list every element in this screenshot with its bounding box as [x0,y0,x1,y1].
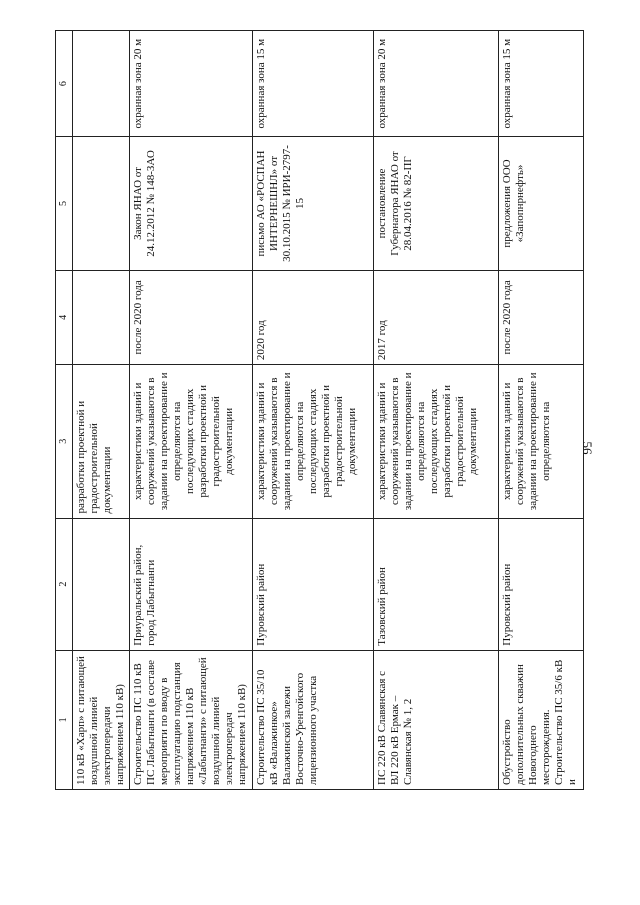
rotated-table-container [55,30,578,790]
cell-characteristics: характеристики зданий и сооружений указываются в задании на проектирование и определяются на последующих стадиях разработки проектной и градостроительной документации [130,365,253,518]
cell-basis-document: Закон ЯНАО от 24.12.2012 № 148-ЗАО [130,137,253,270]
cell-timeframe [73,270,130,364]
column-header: 1 [56,650,73,789]
document-table [55,30,584,790]
cell-timeframe: 2020 год [253,270,374,364]
column-header: 4 [56,270,73,364]
cell-object-name: 110 кВ «Харп» с питающей воздушной линией электропередачи напряжением 110 кВ) [73,650,130,789]
cell-timeframe: после 2020 года [130,270,253,364]
column-header: 3 [56,365,73,518]
cell-basis-document: постановление Губернатора ЯНАО от 28.04.2016 № 82-ПГ [374,137,499,270]
column-header: 2 [56,518,73,650]
cell-object-name: Строительство ПС 35/10 кВ «Валажинкое» Валажинской залежи Восточно-Уренгойского лицензионного участка [253,650,374,789]
cell-object-name: Строительство ПС 110 кВ ПС Лабытнанги (в составе мероприяти по вводу в эксплуатацию подстанция напряжением 110 кВ «Лабытнанги» с питающей воздушной линией электропередач напряжением 110 кВ) [130,650,253,789]
column-header: 5 [56,137,73,270]
column-header: 6 [56,31,73,137]
table-row [499,31,584,790]
cell-protection-zone: охранная зона 20 м [374,31,499,137]
cell-location: Приуральский район, город Лабытнанги [130,518,253,650]
cell-characteristics: характеристики зданий и сооружений указываются в задании на проектирование и определяются на последующих стадиях разработки проектной и градостроительной документации [253,365,374,518]
cell-characteristics: характеристики зданий и сооружений указываются в задании на проектирование и определяются на последующих стадиях разработки проектной и градостроительной документации [374,365,499,518]
cell-characteristics: характеристики зданий и сооружений указываются в задании на проектирование и определяются на [499,365,584,518]
cell-location: Пуровский район [253,518,374,650]
cell-basis-document: письмо АО «РОСПАН ИНТЕРНЕШНЛ» от 30.10.2015 № ИРИ-2797-15 [253,137,374,270]
page-number: 56 [580,441,595,455]
cell-object-name: ПС 220 кВ Славянская с ВЛ 220 кВ Ермак – Славянская № 1, 2 [374,650,499,789]
cell-location: Пуровский район [499,518,584,650]
cell-protection-zone: охранная зона 15 м [253,31,374,137]
cell-protection-zone [73,31,130,137]
cell-characteristics: разработки проектной и градостроительной документации [73,365,130,518]
cell-timeframe: 2017 год [374,270,499,364]
cell-location [73,518,130,650]
table-row [73,31,130,790]
table-header-row [56,31,73,790]
table-row [130,31,253,790]
cell-timeframe: после 2020 года [499,270,584,364]
cell-basis-document: предложения ООО «Запопнрнефть» [499,137,584,270]
table-row [374,31,499,790]
cell-basis-document [73,137,130,270]
cell-object-name: Обустройство дополнительных скважин Новогоднего месторождения. Строительство ПС 35/6 кВ и [499,650,584,789]
cell-protection-zone: охранная зона 20 м [130,31,253,137]
table-row [253,31,374,790]
cell-location: Тазовский район [374,518,499,650]
cell-protection-zone: охранная зона 15 м [499,31,584,137]
